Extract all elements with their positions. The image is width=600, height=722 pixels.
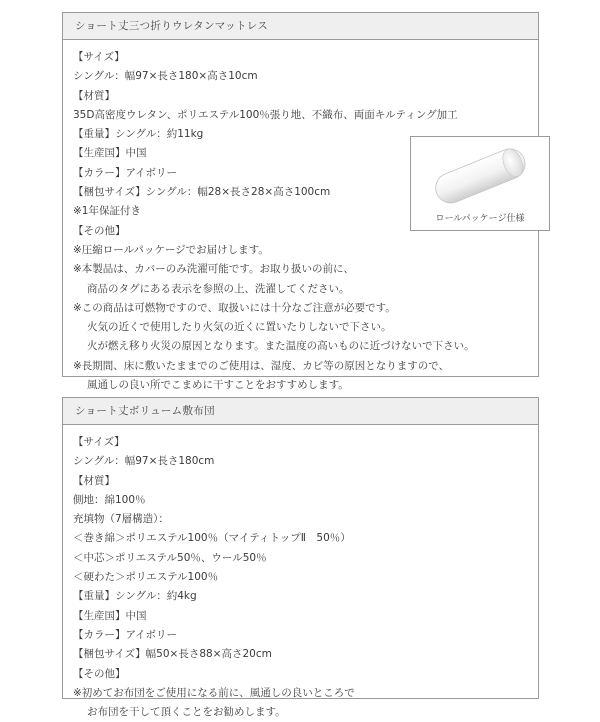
futon-spec-body <box>63 425 538 722</box>
spec-line: 風通しの良い所でこまめに干すことをおすすめします。 <box>87 379 349 392</box>
spec-line: ＜中芯＞ポリエステル50％、ウール50％ <box>73 551 267 564</box>
spec-line: 35D高密度ウレタン、ポリエステル100％張り地、不織布、両面キルティング加工 <box>73 108 458 121</box>
spec-line: 【梱包サイズ】シングル：幅28×長さ28×高さ100cm <box>73 186 331 199</box>
spec-line: ※圧縮ロールパッケージでお届けします。 <box>73 243 269 256</box>
spec-line: 【サイズ】 <box>73 436 125 448</box>
spec-line: 【重量】シングル：約4kg <box>73 590 197 603</box>
spec-line: 【カラー】アイボリー <box>73 628 178 641</box>
spec-line: 【生産国】中国 <box>73 147 147 160</box>
spec-line: シングル：幅97×長さ180×高さ10cm <box>73 70 258 83</box>
spec-line: 【梱包サイズ】幅50×長さ88×高さ20cm <box>73 648 272 661</box>
spec-line: 商品のタグにある表示を参照の上、洗濯してください。 <box>87 282 350 295</box>
mattress-spec-title: ショート丈三つ折りウレタンマットレス <box>63 13 538 40</box>
spec-line: お布団を干して頂くことをお勧めします。 <box>87 706 286 719</box>
spec-line: ※初めてお布団をご使用になる前に、風通しの良いところで <box>73 686 355 699</box>
spec-line: シングル：幅97×長さ180cm <box>73 455 215 468</box>
spec-line: ※1年保証付き <box>73 205 141 218</box>
spec-line: 【重量】シングル：約11kg <box>73 128 204 141</box>
spec-line: 【材質】 <box>73 474 115 487</box>
spec-line: 充填物（7層構造）： <box>73 513 169 526</box>
spec-line: 【サイズ】 <box>73 51 125 63</box>
spec-line: ＜巻き綿＞ポリエステル100％（マイティトップⅡ 50％） <box>73 532 351 545</box>
spec-line: ※長期間、床に敷いたままでのご使用は、湿度、カビ等の原因となりますので、 <box>73 359 450 372</box>
spec-line: 側地：綿100％ <box>73 493 146 506</box>
spec-line: 火気の近くで使用したり火気の近くに置いたりしないで下さい。 <box>87 321 392 334</box>
spec-line: 【その他】 <box>73 224 126 237</box>
spec-line: ※この商品は可燃物ですので、取扱いには十分なご注意が必要です。 <box>73 301 396 314</box>
spec-line: 【カラー】アイボリー <box>73 166 178 179</box>
spec-line: 【生産国】中国 <box>73 609 147 622</box>
futon-spec-title: ショート丈ボリューム敷布団 <box>63 398 538 425</box>
roll-package-caption: ロールパッケージ仕様 <box>435 214 525 224</box>
spec-line: 【材質】 <box>73 89 115 102</box>
roll-package-figure <box>410 136 550 231</box>
spec-line: ＜硬わた＞ポリエステル100％ <box>73 571 219 584</box>
spec-line: 火が燃え移り火災の原因となります。また温度の高いものに近づけないで下さい。 <box>87 340 475 353</box>
futon-spec-panel <box>62 397 539 719</box>
spec-line: ※本製品は、カバーのみ洗濯可能です。お取り扱いの前に、 <box>73 263 354 276</box>
spec-line: 【その他】 <box>73 667 126 680</box>
